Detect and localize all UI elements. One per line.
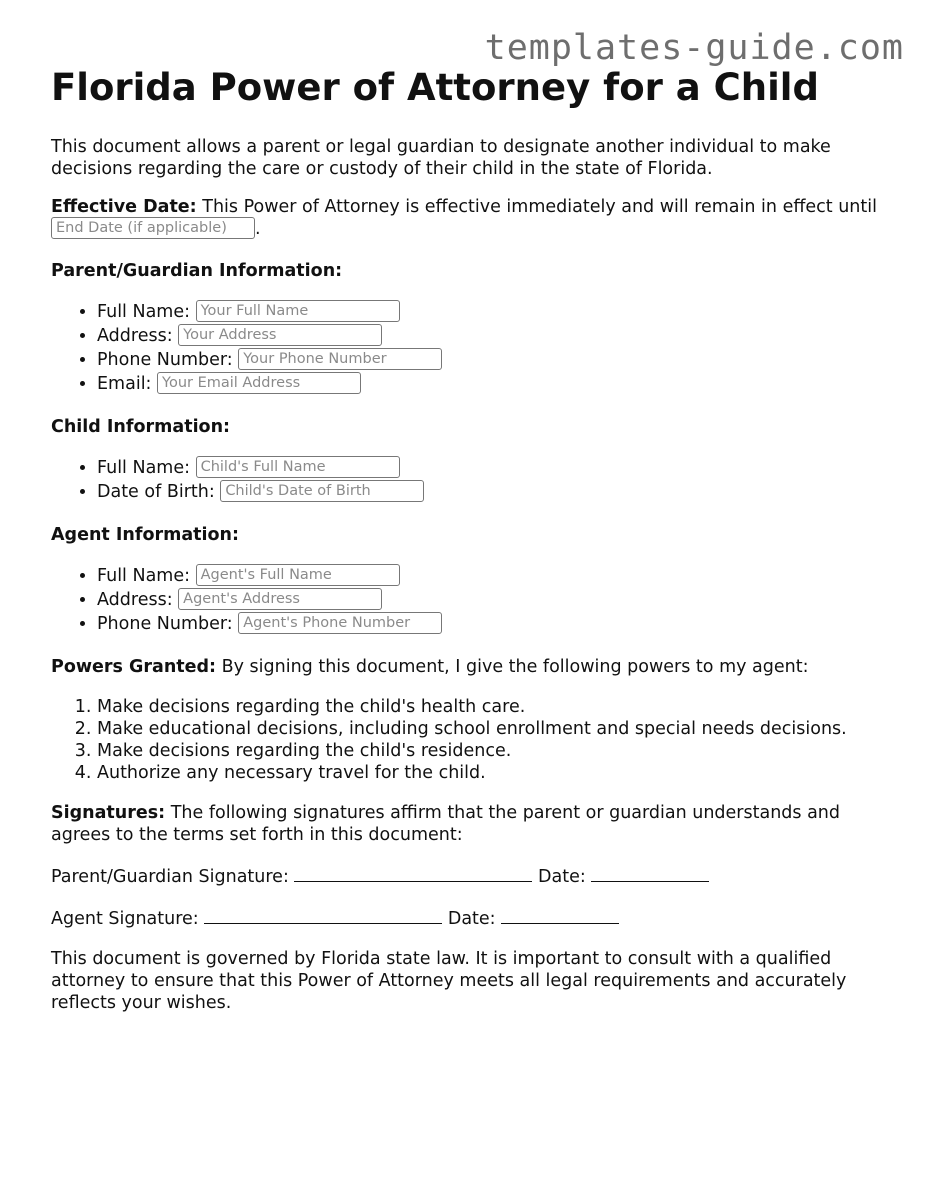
agent-section-heading: Agent Information: (51, 525, 239, 545)
parent-email-input[interactable]: Your Email Address (157, 372, 361, 394)
parent-signature-label: Parent/Guardian Signature: (51, 867, 289, 887)
powers-paragraph (51, 656, 891, 678)
parent-section-heading: Parent/Guardian Information: (51, 261, 343, 281)
agent-date-label: Date: (447, 909, 496, 929)
parent-signature-line[interactable] (294, 864, 532, 882)
parent-address-label: Address: (97, 326, 173, 346)
list-item (97, 348, 891, 372)
parent-date-line[interactable] (591, 864, 709, 882)
list-item (97, 372, 891, 396)
list-item (97, 456, 891, 480)
parent-date-label: Date: (538, 867, 586, 887)
parent-full-name-input[interactable]: Your Full Name (196, 300, 400, 322)
document (51, 64, 891, 1030)
powers-label: Powers Granted: (51, 657, 217, 677)
power-item: 3. Make decisions regarding the child's residence. (97, 740, 891, 762)
signatures-text: The following signatures affirm that the parent or guardian understands and agrees to the terms set forth in this document: (51, 803, 841, 845)
powers-text: By signing this document, I give the following powers to my agent: (221, 657, 809, 677)
power-item: 4. Authorize any necessary travel for the child. (97, 762, 891, 784)
agent-full-name-label: Full Name: (97, 566, 191, 586)
list-item (97, 324, 891, 348)
child-full-name-label: Full Name: (97, 458, 191, 478)
signatures-paragraph (51, 802, 891, 846)
parent-info-list (51, 300, 891, 396)
effective-date-paragraph (51, 196, 891, 240)
agent-full-name-input[interactable]: Agent's Full Name (196, 564, 400, 586)
agent-info-list (51, 564, 891, 636)
effective-date-label: Effective Date: (51, 197, 197, 217)
child-dob-label: Date of Birth: (97, 482, 215, 502)
agent-signature-label: Agent Signature: (51, 909, 199, 929)
list-item (97, 612, 891, 636)
footer-paragraph: This document is governed by Florida state law. It is important to consult with a qualified attorney to ensure that this Power of Attorney meets all legal requirements and accurately reflects your wishes. (51, 949, 847, 1013)
watermark: templates-guide.com (484, 28, 904, 68)
parent-full-name-label: Full Name: (97, 302, 191, 322)
list-item (97, 564, 891, 588)
power-item: 2. Make educational decisions, including school enrollment and special needs decisions. (97, 718, 891, 740)
list-item (97, 300, 891, 324)
agent-phone-input[interactable]: Agent's Phone Number (238, 612, 442, 634)
list-item (97, 480, 891, 504)
parent-address-input[interactable]: Your Address (178, 324, 382, 346)
agent-address-input[interactable]: Agent's Address (178, 588, 382, 610)
agent-address-label: Address: (97, 590, 173, 610)
page-title: Florida Power of Attorney for a Child (51, 66, 819, 109)
agent-phone-label: Phone Number: (97, 614, 233, 634)
child-section-heading: Child Information: (51, 417, 231, 437)
intro-paragraph: This document allows a parent or legal guardian to designate another individual to make decisions regarding the care or custody of their child in the state of Florida. (51, 137, 831, 179)
agent-signature-line[interactable] (204, 906, 442, 924)
agent-signature-row (51, 906, 891, 930)
parent-phone-input[interactable]: Your Phone Number (238, 348, 442, 370)
power-item: 1. Make decisions regarding the child's health care. (97, 696, 891, 718)
effective-date-text: This Power of Attorney is effective immediately and will remain in effect until (202, 197, 877, 217)
parent-email-label: Email: (97, 374, 152, 394)
child-full-name-input[interactable]: Child's Full Name (196, 456, 400, 478)
agent-date-line[interactable] (501, 906, 619, 924)
child-info-list (51, 456, 891, 504)
list-item (97, 588, 891, 612)
powers-list (51, 696, 891, 784)
parent-signature-row (51, 864, 891, 888)
signatures-label: Signatures: (51, 803, 166, 823)
effective-date-period: . (255, 219, 261, 239)
end-date-input[interactable]: End Date (if applicable) (51, 217, 255, 239)
child-dob-input[interactable]: Child's Date of Birth (220, 480, 424, 502)
parent-phone-label: Phone Number: (97, 350, 233, 370)
